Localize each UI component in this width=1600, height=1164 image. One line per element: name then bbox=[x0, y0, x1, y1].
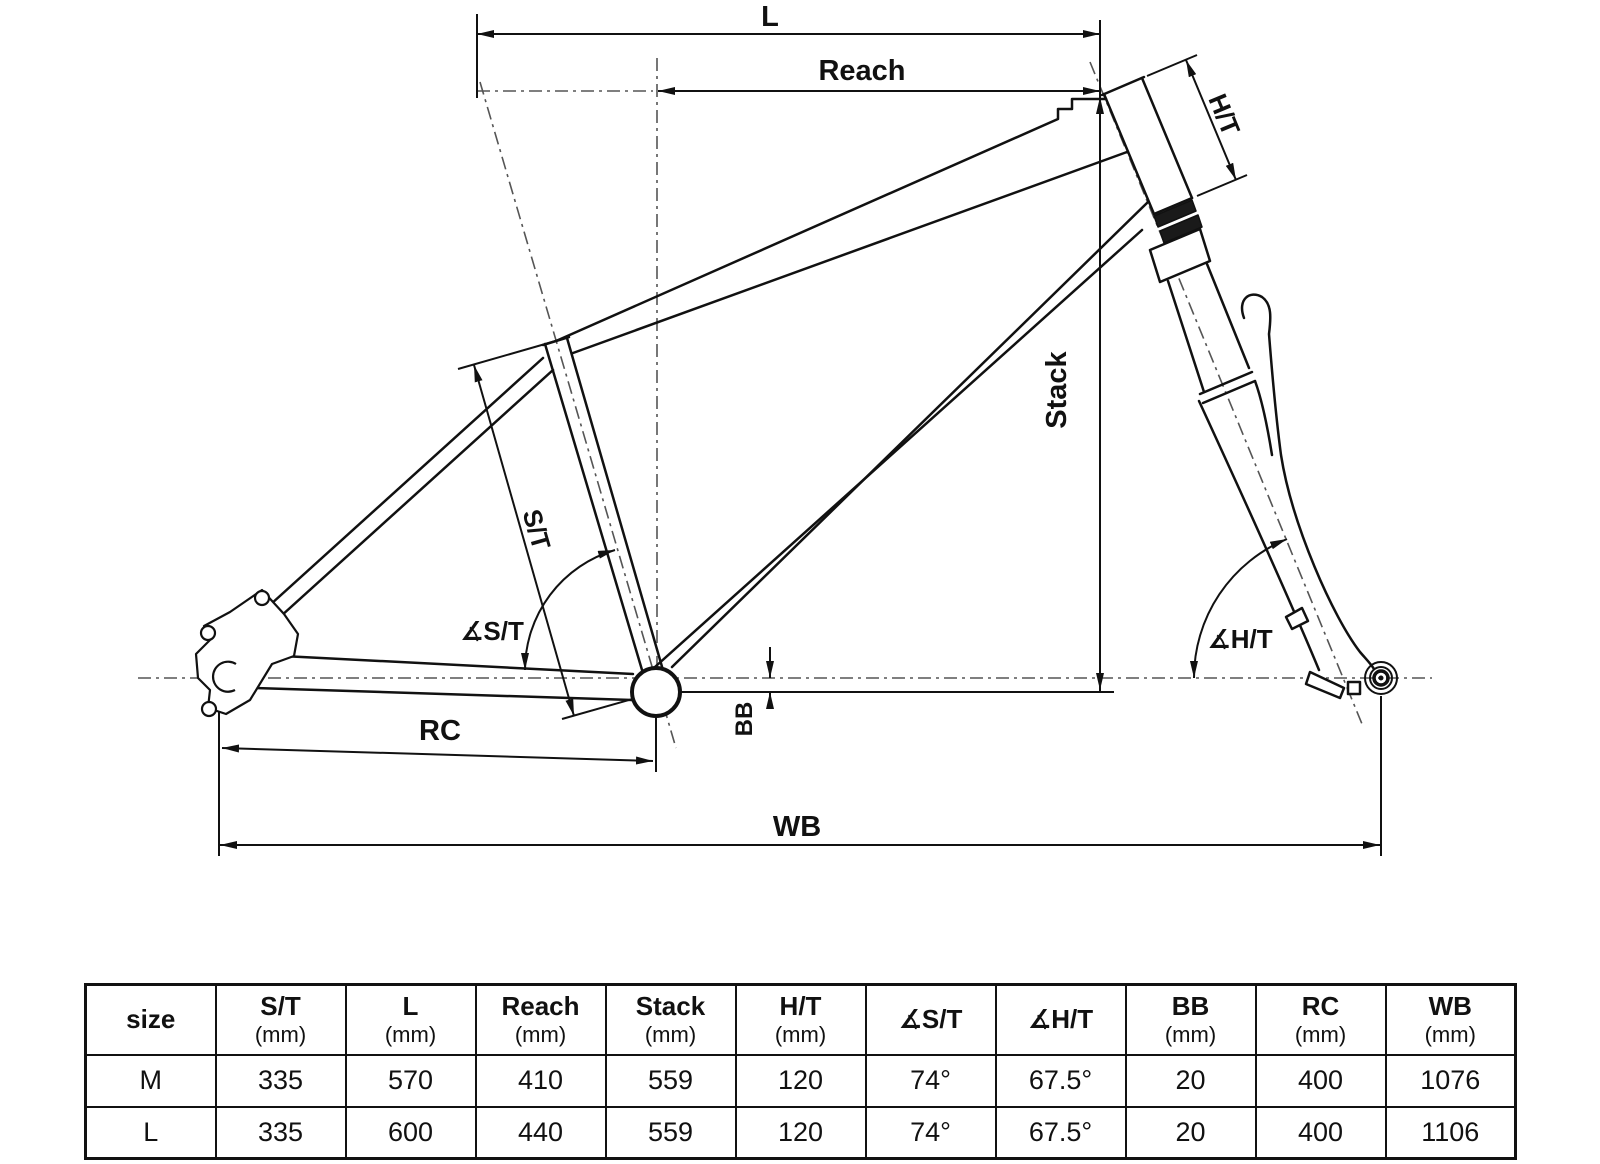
cell-l: 570 bbox=[346, 1055, 476, 1107]
col-header-wb: WB (mm) bbox=[1386, 985, 1516, 1055]
col-header-reach: Reach (mm) bbox=[476, 985, 606, 1055]
col-header-size: size bbox=[86, 985, 216, 1055]
bottom-bracket-shell bbox=[632, 668, 680, 716]
cell-bb: 20 bbox=[1126, 1107, 1256, 1159]
down-tube-upper-edge bbox=[672, 202, 1148, 667]
col-header-ht: H/T (mm) bbox=[736, 985, 866, 1055]
head-tube-right-edge bbox=[1142, 78, 1192, 198]
label-wb: WB bbox=[772, 811, 822, 843]
cell-wb: 1076 bbox=[1386, 1055, 1516, 1107]
col-header-rc: RC (mm) bbox=[1256, 985, 1386, 1055]
seat-stay-upper-edge bbox=[260, 358, 543, 614]
dim-st bbox=[474, 365, 574, 716]
header-row bbox=[86, 985, 1516, 1055]
fork-collar-upper bbox=[1200, 372, 1252, 394]
col-header-st: S/T (mm) bbox=[216, 985, 346, 1055]
cell-angle-ht: 67.5° bbox=[996, 1107, 1126, 1159]
cell-reach: 440 bbox=[476, 1107, 606, 1159]
disc-mount-bolt-left bbox=[201, 626, 215, 640]
head-tube-top-face bbox=[1102, 77, 1144, 95]
ht-top-extension bbox=[1147, 55, 1197, 76]
dimension-labels bbox=[419, 1, 1273, 843]
cell-stack: 559 bbox=[606, 1107, 736, 1159]
seat-tube-right-edge bbox=[567, 338, 667, 684]
extension-lines bbox=[219, 14, 1381, 856]
cell-stack: 559 bbox=[606, 1055, 736, 1107]
cell-rc: 400 bbox=[1256, 1055, 1386, 1107]
front-hub-axle bbox=[1379, 676, 1384, 681]
chain-stay-lower-edge bbox=[255, 688, 632, 700]
front-dropout-tab bbox=[1348, 682, 1360, 694]
fork-lowers-right-upper bbox=[1255, 381, 1272, 455]
arc-seat-angle bbox=[525, 550, 615, 670]
down-tube-lower-edge bbox=[646, 230, 1142, 675]
top-tube-lower-edge bbox=[573, 152, 1127, 353]
col-header-angle-st: ∡S/T bbox=[866, 985, 996, 1055]
label-bb: BB bbox=[731, 701, 758, 737]
label-l: L bbox=[761, 1, 779, 33]
cell-angle-st: 74° bbox=[866, 1055, 996, 1107]
label-stack: Stack bbox=[1041, 351, 1073, 429]
cell-rc: 400 bbox=[1256, 1107, 1386, 1159]
col-header-l: L (mm) bbox=[346, 985, 476, 1055]
cell-ht: 120 bbox=[736, 1107, 866, 1159]
front-dropout-foot bbox=[1306, 672, 1344, 698]
cell-reach: 410 bbox=[476, 1055, 606, 1107]
disc-mount-bolt-bottom bbox=[202, 702, 216, 716]
front-hub bbox=[1365, 662, 1397, 694]
dim-rc bbox=[222, 748, 653, 761]
rear-dropout-plate bbox=[196, 590, 298, 714]
table-row-size-l bbox=[86, 1107, 1516, 1159]
col-header-bb: BB (mm) bbox=[1126, 985, 1256, 1055]
seat-tube-axis bbox=[480, 82, 676, 748]
cell-size: L bbox=[86, 1107, 216, 1159]
cell-st: 335 bbox=[216, 1107, 346, 1159]
cell-angle-st: 74° bbox=[866, 1107, 996, 1159]
head-tube-left-edge bbox=[1104, 94, 1154, 214]
label-reach: Reach bbox=[818, 55, 906, 87]
cell-wb: 1106 bbox=[1386, 1107, 1516, 1159]
label-ht: H/T bbox=[1202, 89, 1247, 140]
table-row-size-m bbox=[86, 1055, 1516, 1107]
chain-stay-upper-edge bbox=[263, 655, 633, 674]
seat-stay-lower-edge bbox=[270, 370, 553, 626]
dimension-lines bbox=[220, 34, 1380, 845]
fork-crown bbox=[1150, 229, 1210, 282]
cell-ht: 120 bbox=[736, 1055, 866, 1107]
col-header-stack: Stack (mm) bbox=[606, 985, 736, 1055]
label-angle-ht: ∡H/T bbox=[1207, 624, 1273, 654]
disc-caliper-tab bbox=[1286, 608, 1308, 629]
arc-head-angle bbox=[1194, 539, 1287, 678]
top-tube-upper-edge bbox=[556, 99, 1106, 341]
cell-bb: 20 bbox=[1126, 1055, 1256, 1107]
cell-size: M bbox=[86, 1055, 216, 1107]
cell-l: 600 bbox=[346, 1107, 476, 1159]
label-st: S/T bbox=[516, 505, 557, 554]
seat-tube-left-edge bbox=[545, 344, 645, 680]
col-header-angle-ht: ∡H/T bbox=[996, 985, 1126, 1055]
disc-mount-bolt-top bbox=[255, 591, 269, 605]
cell-st: 335 bbox=[216, 1055, 346, 1107]
geometry-table bbox=[84, 983, 1517, 1160]
label-rc: RC bbox=[419, 715, 461, 747]
ht-bottom-extension bbox=[1197, 175, 1247, 196]
label-angle-st: ∡S/T bbox=[460, 616, 524, 646]
cell-angle-ht: 67.5° bbox=[996, 1055, 1126, 1107]
rear-dropout bbox=[196, 590, 298, 716]
